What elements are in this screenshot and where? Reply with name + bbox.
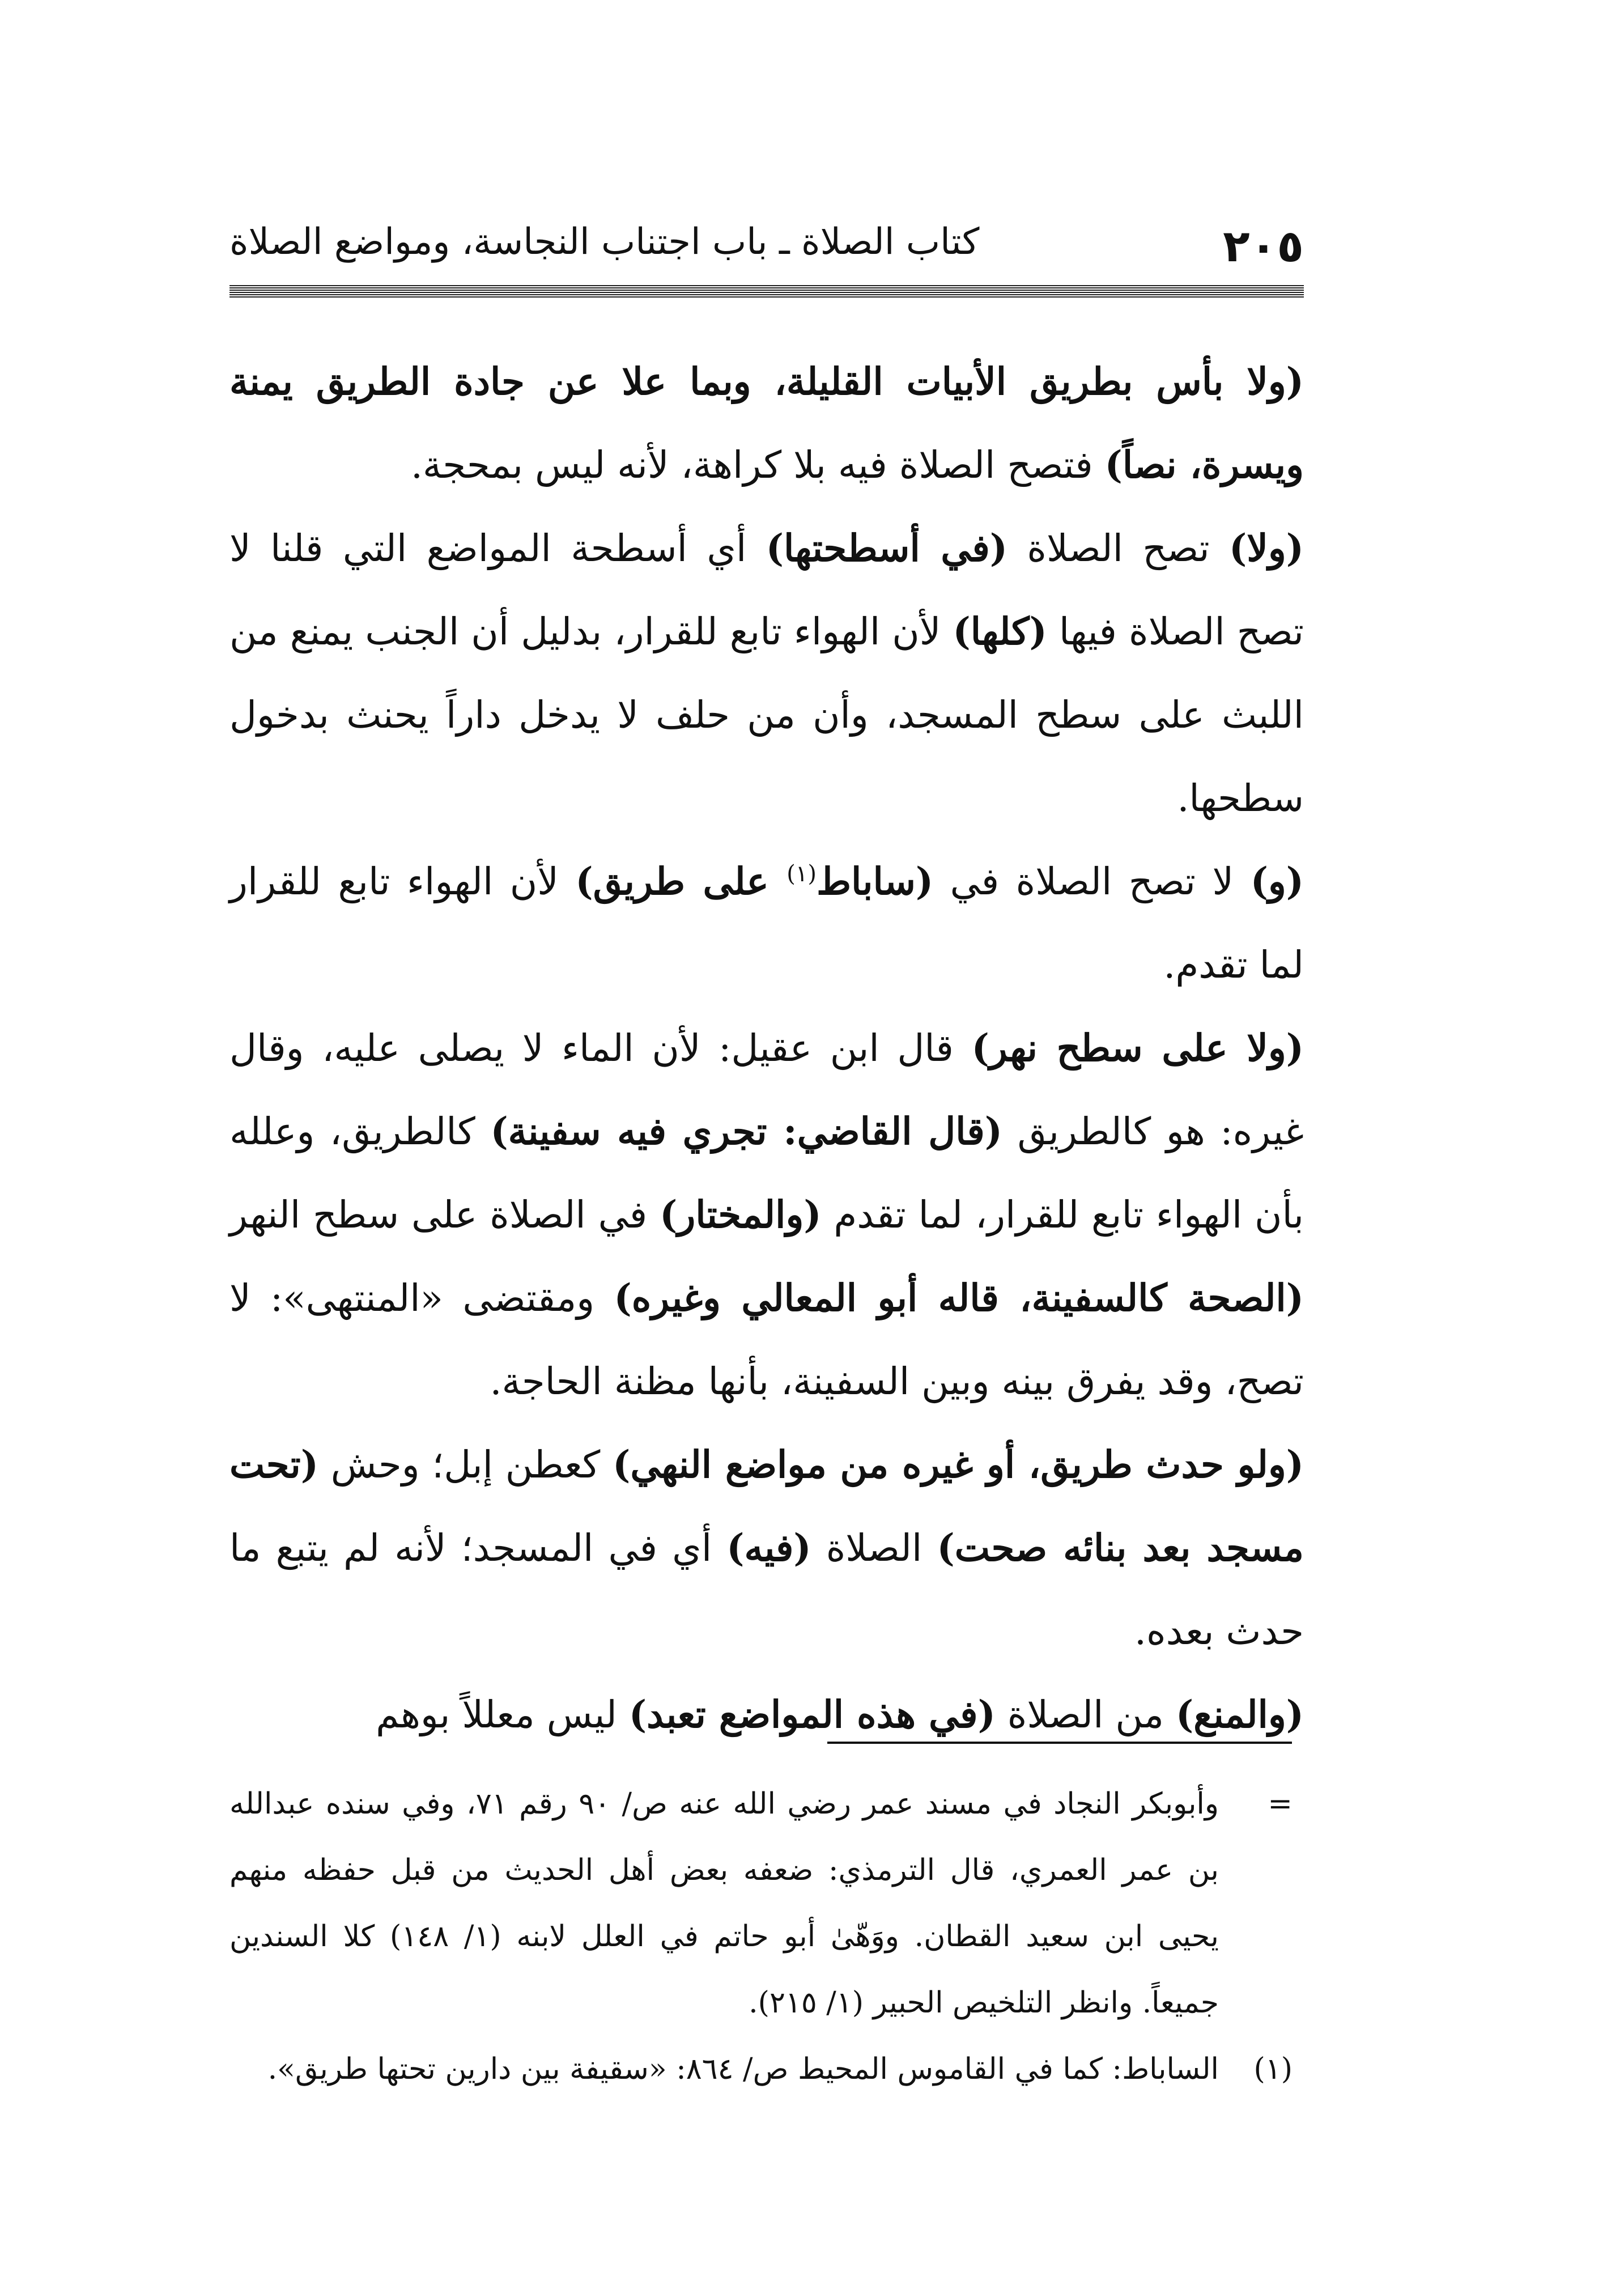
commentary-text: قال ابن عقيل: لأن الماء لا يصلى عليه، وقال غيره: هو كالطريق [229,1026,1304,1153]
footnote-text: وأبوبكر النجاد في مسند عمر رضي الله عنه ص/ ٩٠ رقم ٧١، وفي سنده عبدالله بن عمر العمري، قال الترمذي: ضعفه بعض أهل الحديث من قبل حفظه منهم يحيى ابن سعيد القطان. ووَهّىٰ أبو حاتم في العلل لابنه (١/ ١٤٨) كلا السندين جميعاً. وانظر التلخيص الحبير (١/ ٢١٥). [229,1787,1219,2020]
commentary-text: ومقتضى «المنتهى»: لا تصح، وقد يفرق بينه وبين السفينة، بأنها مظنة الحاجة. [229,1276,1304,1403]
matn-text: (فيه) [726,1526,811,1570]
matn-text: (ولا) [1229,526,1304,570]
main-text [229,340,1304,1756]
matn-text: (ولا على سطح نهر) [971,1026,1304,1070]
paragraph [229,340,1304,507]
footnote-divider [827,1742,1292,1744]
paragraph [229,1007,1304,1423]
matn-text: على طريق) [575,859,787,903]
matn-text: (و) [1250,859,1304,903]
paragraph [229,507,1304,840]
matn-text: (الصحة كالسفينة، قاله أبو المعالي وغيره) [614,1276,1304,1320]
commentary-text: لأن الهواء تابع للقرار، بدليل أن الجنب يمنع من اللبث على سطح المسجد، وأن من حلف لا يدخل داراً يحنث بدخول سطحها. [229,610,1304,820]
commentary-text: كعطن إبل؛ وحش [318,1443,613,1487]
commentary-text: من الصلاة [995,1693,1176,1736]
commentary-text: في الصلاة على سطح النهر [229,1193,660,1237]
footnote-mark: (١) [1253,2052,1293,2086]
matn-text: (ولا بأس بطريق الأبيات القليلة، وبما علا عن جادة الطريق يمنة ويسرة، نصاً) [229,359,1304,487]
footnote-mark: = [1268,1787,1293,1821]
commentary-text: فتصح الصلاة فيه بلا كراهة، لأنه ليس بمحجة. [410,443,1105,487]
matn-text: (قال القاضي: تجري فيه سفينة) [490,1109,1003,1153]
matn-text: (والمنع) [1176,1692,1304,1736]
footnote-continued [229,1771,1304,2036]
header-rule [229,285,1304,298]
matn-text: (تحت مسجد بعد بنائه صحت) [229,1442,1304,1570]
footnotes [229,1771,1304,2103]
commentary-text: أي في المسجد؛ لأنه لم يتبع ما حدث بعده. [229,1526,1304,1653]
commentary-text: كالطريق، وعلله بأن الهواء تابع للقرار، لما تقدم [229,1110,1304,1237]
matn-text: (ولو حدث طريق، أو غيره من مواضع النهي) [613,1442,1304,1487]
paragraph [229,840,1304,1007]
commentary-text: لا تصح الصلاة في [933,860,1251,903]
commentary-text: ليس معللاً بوهم [376,1693,629,1736]
running-header [229,215,1304,283]
commentary-text: أي أسطحة المواضع التي قلنا لا تصح الصلاة فيها [229,526,1304,653]
page-number: ٢٠٥ [1223,221,1304,272]
matn-text: (والمختار) [660,1192,822,1237]
matn-text: (ساباط [816,859,934,903]
commentary-text: تصح الصلاة [1007,526,1230,570]
matn-text: (كلها) [953,609,1047,653]
commentary-text: لأن الهواء تابع للقرار لما تقدم. [229,860,1304,987]
footnote-reference[interactable]: (١) [787,861,817,887]
footnote-text: الساباط: كما في القاموس المحيط ص/ ٨٦٤: «سقيفة بين دارين تحتها طريق». [267,2052,1219,2086]
matn-text: (في هذه المواضع تعبد) [628,1692,996,1736]
commentary-text: الصلاة [811,1526,937,1570]
footnote-1 [229,2036,1304,2103]
paragraph [229,1423,1304,1673]
matn-text: (في أسطحتها) [766,526,1007,570]
running-title: كتاب الصلاة ـ باب اجتناب النجاسة، ومواضع الصلاة [229,221,980,263]
